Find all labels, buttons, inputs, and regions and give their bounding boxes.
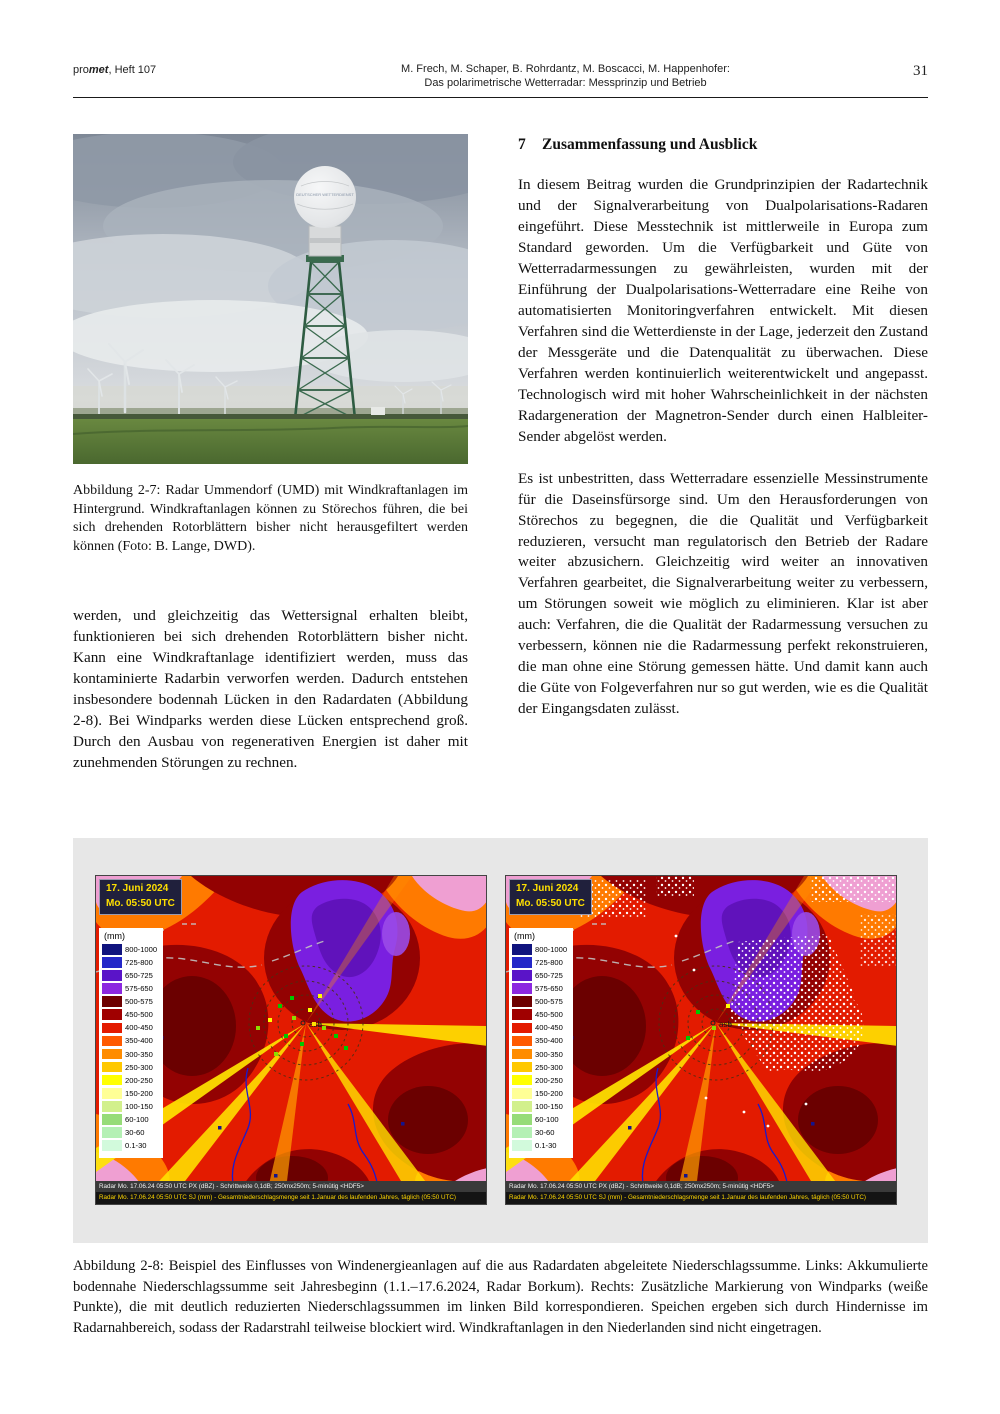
legend-label: 0.1-30 — [125, 1141, 147, 1151]
section-number: 7 — [518, 136, 526, 153]
figure-2-7-photo — [73, 134, 468, 464]
body-columns — [73, 134, 928, 774]
legend-label: 400-450 — [535, 1023, 563, 1033]
running-head-title: Das polarimetrische Wetterradar: Messprinzip und Betrieb — [424, 77, 707, 90]
page-number: 31 — [913, 63, 928, 79]
legend-swatch — [102, 970, 122, 981]
legend-swatch — [102, 983, 122, 994]
map-date: 17. Juni 2024 — [106, 883, 169, 894]
legend-row — [512, 1009, 570, 1020]
legend-row — [102, 1062, 160, 1073]
legend-swatch — [102, 957, 122, 968]
legend-row — [512, 1062, 570, 1073]
legend-swatch — [512, 1075, 532, 1086]
legend-swatch — [512, 1062, 532, 1073]
legend-row — [512, 1023, 570, 1034]
legend-swatch — [512, 1140, 532, 1151]
legend-swatch — [102, 1114, 122, 1125]
legend-swatch — [102, 1075, 122, 1086]
legend-label: 250-300 — [535, 1062, 563, 1072]
legend-row — [512, 1140, 570, 1151]
figure-2-8 — [73, 838, 928, 1243]
legend-unit-label: (mm) — [514, 931, 535, 941]
legend-swatch — [512, 996, 532, 1007]
legend-label: 60-100 — [535, 1114, 559, 1124]
legend-row — [102, 1049, 160, 1060]
legend-swatch — [102, 996, 122, 1007]
precip-legend — [99, 928, 163, 1158]
figure-2-8-caption: Abbildung 2-8: Beispiel des Einflusses von Windenergieanlagen auf die aus Radardaten abgeleitete Niederschlagssumme. Links: Akkumulierte bodennahe Niederschlagssumme seit Jahresbeginn (1.1.–17.6.2024, Radar Borkum). Rechts: Zusätzliche Markierung von Windparks (weiße Punkte), die mit deutlich reduzierten Niederschlagssummen im linken Bild korrespondieren. Speichen ergeben sich durch Hindernisse im Radarnahbereich, sodass der Radarstrahl teilweise blockiert wird. Windkraftanlagen in den Niederlanden sind nicht eingetragen. — [73, 1258, 928, 1337]
legend-swatch — [102, 944, 122, 955]
legend-row — [512, 1075, 570, 1086]
legend-swatch — [102, 1062, 122, 1073]
legend-entries — [102, 944, 160, 1151]
legend-label: 725-800 — [125, 957, 153, 967]
radar-map-left — [95, 875, 487, 1205]
legend-swatch — [102, 1101, 122, 1112]
map-date-box — [99, 879, 182, 915]
legend-entries — [512, 944, 570, 1151]
legend-label: 650-725 — [535, 970, 563, 980]
legend-row — [102, 1101, 160, 1112]
summary-paragraph-2: Es ist unbestritten, dass Wetterradare essenzielle Messinstrumente für die Daseinsfürsorge sind. Um den Herausforderungen von Störechos zu begegnen, die die Qualität und Verfügbarkeit reduzieren, versucht man regulatorisch den Betrieb der Radare weiter abzusichern. Gleichzeitig wird weiter an innovativen Verfahren gearbeitet, die Signalverarbeitung weiter zu verbessern, um Störungen soweit wie möglich zu eliminieren. Klar ist aber auch: Verfahren, die die Qualität der Radarmessung versuchen zu verbessern, können nie die Radarmessung perfekt rekonstruieren, die man ohne eine Störung gemessen hätte. Und damit kann auch die Güte von Folgeverfahren nur so gut werden, wie es die Qualität der Eingangsdaten zulässt. — [518, 469, 928, 718]
legend-swatch — [512, 983, 532, 994]
legend-label: 60-100 — [125, 1114, 149, 1124]
legend-label: 100-150 — [535, 1101, 563, 1111]
legend-swatch — [102, 1140, 122, 1151]
legend-row — [512, 957, 570, 968]
legend-label: 450-500 — [125, 1010, 153, 1020]
journal-issue: , Heft 107 — [108, 64, 157, 76]
section-title: Zusammenfassung und Ausblick — [542, 136, 758, 153]
legend-label: 100-150 — [125, 1101, 153, 1111]
legend-row — [512, 1088, 570, 1099]
status-line-1: Radar Mo. 17.06.24 05:50 UTC PX (dBZ) - Schrittweite 0,1dB; 250mx250m; 5-minütig <HDF5> — [96, 1181, 486, 1193]
legend-label: 350-400 — [125, 1036, 153, 1046]
legend-row — [102, 1036, 160, 1047]
journal-name-pre: pro — [73, 64, 89, 76]
legend-row — [512, 996, 570, 1007]
page-header — [73, 62, 928, 98]
journal-name — [73, 62, 263, 76]
legend-swatch — [102, 1023, 122, 1034]
legend-label: 200-250 — [535, 1075, 563, 1085]
legend-row — [102, 983, 160, 994]
legend-swatch — [512, 1009, 532, 1020]
legend-label: 725-800 — [535, 957, 563, 967]
legend-swatch — [102, 1036, 122, 1047]
legend-label: 250-300 — [125, 1062, 153, 1072]
legend-swatch — [512, 1088, 532, 1099]
small-building — [371, 407, 385, 415]
legend-swatch — [512, 957, 532, 968]
clouds — [73, 134, 468, 382]
legend-row — [512, 1036, 570, 1047]
legend-row — [102, 1023, 160, 1034]
legend-label: 0.1-30 — [535, 1141, 557, 1151]
legend-label: 500-575 — [535, 997, 563, 1007]
legend-row — [512, 970, 570, 981]
legend-label: 300-350 — [535, 1049, 563, 1059]
map-time: Mo. 05:50 UTC — [516, 897, 585, 909]
radar-map-right — [505, 875, 897, 1205]
precip-legend — [509, 928, 573, 1158]
legend-row — [102, 1114, 160, 1125]
status-line-2: Radar Mo. 17.06.24 05:50 UTC SJ (mm) - Gesamtniederschlagsmenge seit 1.Januar des laufenden Jahres, täglich (05:50 UTC) — [96, 1192, 486, 1204]
legend-label: 350-400 — [535, 1036, 563, 1046]
legend-swatch — [102, 1127, 122, 1138]
legend-label: 200-250 — [125, 1075, 153, 1085]
legend-row — [512, 1114, 570, 1125]
legend-row — [102, 996, 160, 1007]
summary-paragraph-1: In diesem Beitrag wurden die Grundprinzipien der Radartechnik und der Signalverarbeitung von Dualpolarisations-Radaren eingeführt. Diese Messtechnik ist mittlerweile in Europa zum Standard geworden. Um die Verfügbarkeit und Güte von Wetterradarmessungen zu gewährleisten, wurden mit der Einführung der Dualpolarisations-Wetterradare eine Reihe von automatisierten Monitoringverfahren entwickelt. Mit diesen Verfahren sind die Wetterdienste in der Lage, jederzeit den Zustand der Messgeräte und die Datenqualität zu überwachen. Diese Verfahren werden kontinuierlich weiterentwickelt und angepasst. Technologisch wird mit hoher Wahrscheinlichkeit in der nächsten Radargeneration der Magnetron-Sender durch einen Halbleiter-Sender abgelöst werden. — [518, 176, 928, 445]
legend-swatch — [102, 1009, 122, 1020]
radar-tower-photo-art — [73, 134, 468, 464]
legend-row — [102, 1009, 160, 1020]
legend-swatch — [512, 1049, 532, 1060]
map-status-bar — [506, 1181, 896, 1205]
legend-label: 150-200 — [535, 1088, 563, 1098]
legend-label: 30-60 — [535, 1128, 555, 1138]
legend-row — [102, 1075, 160, 1086]
legend-row — [102, 1127, 160, 1138]
legend-label: 575-650 — [535, 984, 563, 994]
radome-logo-text: DEUTSCHER WETTERDIENST — [296, 192, 354, 197]
legend-swatch — [512, 1023, 532, 1034]
legend-label: 150-200 — [125, 1088, 153, 1098]
status-line-1: Radar Mo. 17.06.24 05:50 UTC PX (dBZ) - Schrittweite 0,1dB; 250mx250m; 5-minütig <HDF5> — [506, 1181, 896, 1193]
legend-unit-label: (mm) — [104, 931, 125, 941]
legend-label: 450-500 — [535, 1010, 563, 1020]
legend-label: 400-450 — [125, 1023, 153, 1033]
running-head — [263, 62, 868, 91]
section-heading — [518, 136, 928, 154]
legend-row — [102, 1140, 160, 1151]
status-line-2: Radar Mo. 17.06.24 05:50 UTC SJ (mm) - Gesamtniederschlagsmenge seit 1.Januar des laufenden Jahres, täglich (05:50 UTC) — [506, 1192, 896, 1204]
legend-row — [512, 944, 570, 955]
running-head-authors: M. Frech, M. Schaper, B. Rohrdantz, M. Boscacci, M. Happenhofer: — [401, 63, 730, 75]
journal-name-emph: met — [88, 64, 109, 76]
map-status-bar — [96, 1181, 486, 1205]
legend-swatch — [512, 970, 532, 981]
legend-label: 500-575 — [125, 997, 153, 1007]
legend-label: 575-650 — [125, 984, 153, 994]
legend-row — [512, 1049, 570, 1060]
legend-row — [512, 1127, 570, 1138]
legend-row — [102, 957, 160, 968]
legend-swatch — [512, 944, 532, 955]
legend-row — [512, 1101, 570, 1112]
legend-swatch — [512, 1036, 532, 1047]
legend-label: 800-1000 — [125, 944, 158, 954]
figure-2-7-caption: Abbildung 2-7: Radar Ummendorf (UMD) mit Windkraftanlagen im Hintergrund. Windkraftanlagen können zu Störechos führen, die bei sich drehenden Rotorblättern bisher nicht herausgefiltert werden können (Foto: B. Lange, DWD). — [73, 483, 468, 554]
legend-row — [102, 1088, 160, 1099]
map-date-box — [509, 879, 592, 915]
legend-row — [102, 944, 160, 955]
legend-label: 800-1000 — [535, 944, 568, 954]
map-time: Mo. 05:50 UTC — [106, 897, 175, 909]
legend-label: 650-725 — [125, 970, 153, 980]
legend-swatch — [102, 1088, 122, 1099]
legend-label: 300-350 — [125, 1049, 153, 1059]
left-column — [73, 134, 468, 774]
legend-swatch — [512, 1101, 532, 1112]
right-column — [518, 134, 928, 774]
legend-label: 30-60 — [125, 1128, 145, 1138]
legend-swatch — [512, 1114, 532, 1125]
legend-swatch — [512, 1127, 532, 1138]
legend-row — [512, 983, 570, 994]
map-date: 17. Juni 2024 — [516, 883, 579, 894]
left-column-paragraph: werden, und gleichzeitig das Wettersignal erhalten bleibt, funktionieren bei sich drehenden Rotorblättern bisher nicht. Kann eine Windkraftanlage identifiziert werden, muss das kontaminierte Radarbin verworfen werden. Dadurch entstehen insbesondere bodennah Lücken in den Radardaten (Abbildung 2-8). Bei Windparks werden diese Lücken entsprechend groß. Durch den Ausbau von regenerativen Energien ist daher mit zunehmenden Störungen zu rechnen. — [73, 607, 468, 772]
legend-row — [102, 970, 160, 981]
legend-swatch — [102, 1049, 122, 1060]
